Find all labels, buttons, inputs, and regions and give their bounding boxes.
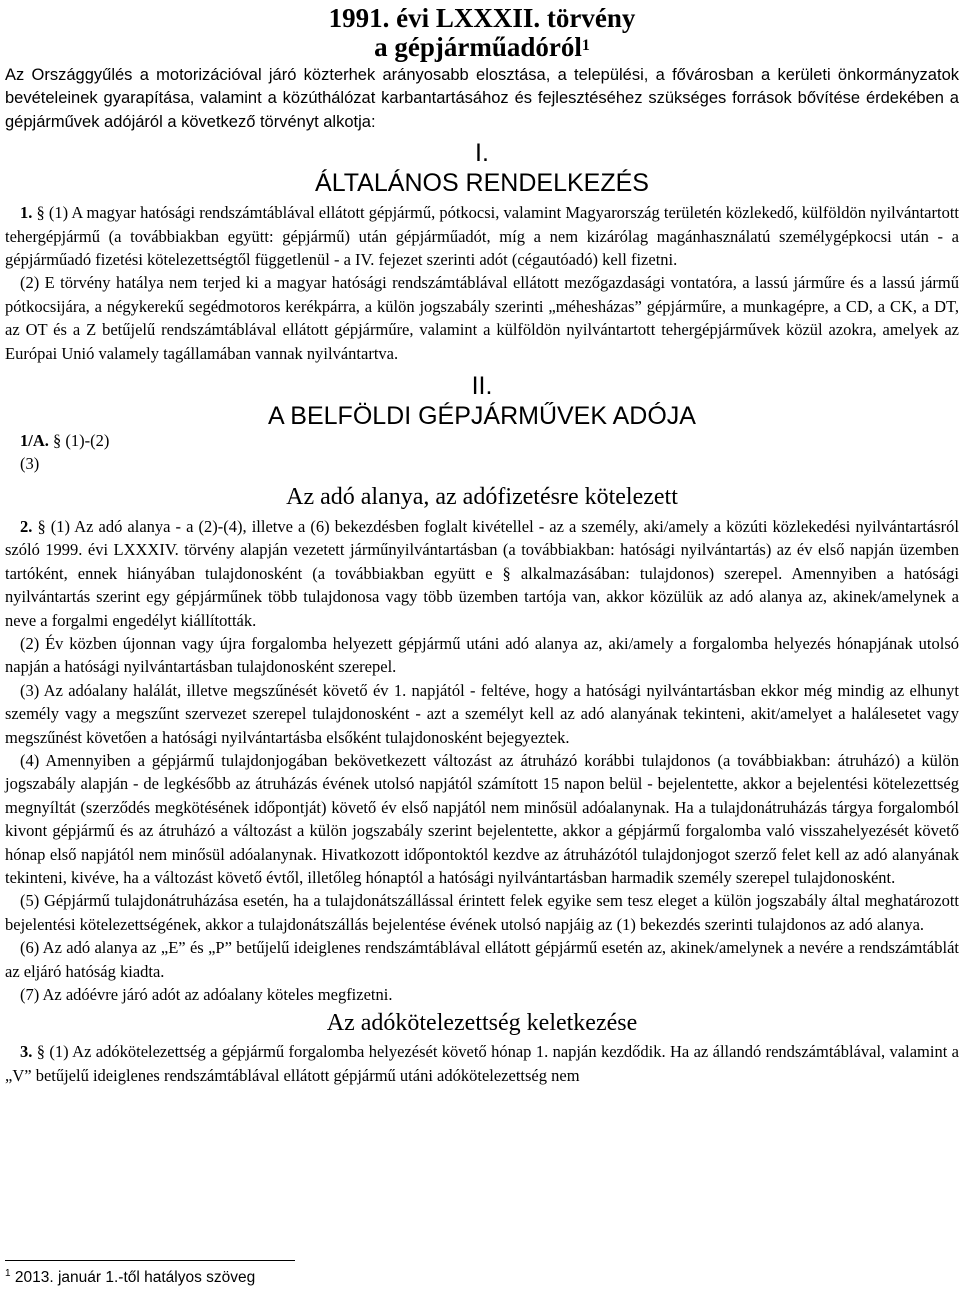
section-3-para-1: 3. § (1) Az adókötelezettség a gépjármű forgalomba helyezését követő hónap 1. napján kezdődik. Ha az állandó rendszámtáblával, valamint a „V” betűjelű ideiglenes rendszámtáblával ellátott gépjármű utáni adókötelezettség nem	[5, 1042, 960, 1085]
section-2-para-2: (2) Év közben újonnan vagy újra forgalomba helyezett gépjármű utáni adó alanya az, aki/amely a forgalomba helyezés hónapjának utolsó napján a hatósági nyilvántartásban tulajdonosként szerepel.	[5, 633, 959, 677]
footnote-number: 1	[5, 1268, 11, 1279]
section-2-para-5: (5) Gépjármű tulajdonátruházása esetén, ha a tulajdonátszállással érintett felek egyike sem tesz eleget a külön jogszabály által meghatározott bejelentési kötelezettségének, akkor a tulajdonátszállás bejelentése évének utolsó napjáig az (1) bekezdés szerinti tulajdonos az adó alanya.	[5, 891, 959, 934]
section-2-para-3: (3) Az adóalany halálát, illetve megszűnését követő év 1. napjától - feltéve, hogy a hatósági nyilvántartásban ekkor még mindig az elhunyt személy vagy a megszűnt szervezet szerepel tulajdonosként - azt a személyt kell az adó alanyának tekinteni, akit/amelyet a halálesetet vagy megszűnést követően a hatósági nyilvántartásba elsőként tulajdonosként bejegyeztek.	[5, 680, 959, 747]
chapter-1-number: I.	[475, 139, 489, 168]
law-title-line2: a gépjárműadóról$^1$	[374, 32, 590, 62]
section-1-number: 1.	[20, 203, 33, 223]
preamble: Az Országgyűlés a motorizációval járó közterhek arányosabb elosztása, a települési, a fővárosban a kerületi önkormányzatok bevételeinek gyarapítása, valamint a közúthálózat karbantartásához és fejlesztéséhez szükséges források bővítése érdekében a gépjárművek adójáról a következő törvényt alkotja:	[5, 66, 959, 131]
subheading-taxpayer: Az adó alanya, az adófizetésre kötelezett	[286, 483, 678, 510]
section-1a-line-1: 1/A. § (1)-(2)	[20, 431, 110, 451]
footnote	[5, 1268, 255, 1287]
chapter-2-number: II.	[471, 372, 493, 401]
section-1-para-1: 1. § (1) A magyar hatósági rendszámtáblával ellátott gépjármű, pótkocsi, valamint Magyarország területén közlekedő, külföldön nyilvántartott tehergépjármű (a továbbiakban együtt: gépjármű) után gépjárműadót, míg a nem kizárólag magánhasználatú személygépkocsi után - a gépjárműadó fizetési kötelezettségtől függetlenül - a IV. fejezet szerinti adót (cégautóadó) kell fizetni.	[5, 203, 959, 270]
subheading-tax-liability: Az adókötelezettség keletkezése	[326, 1010, 638, 1037]
footnote-ref[interactable]: 1	[581, 37, 590, 54]
chapter-2-title: A BELFÖLDI GÉPJÁRMŰVEK ADÓJA	[268, 402, 696, 431]
law-title	[5, 4, 959, 62]
section-2-para-4: (4) Amennyiben a gépjármű tulajdonjogában bekövetkezett változást az átruházó korábbi tulajdonos (a továbbiakban: átruházó) a külön jogszabály alapján - de legkésőbb az átruházás évének utolsó napjától számított 15 napon belül - bejelentette, akkor a bejelentési kötelezettség megnyíltát (szerződés megkötésének időpontját) követő év első napjától nem minősül adóalanynak. Ha a tulajdonátruházás tárgya forgalomból kivont gépjármű és az átruházó a változást a külön jogszabály szerint bejelentette, akkor a gépjármű forgalomba való visszahelyezését követő hónap első napjától nem minősül adóalanynak. Hivatkozott időpontoktól kezdve az átruházótól tulajdonjogot szerző felet kell az adó alanyának tekinteni, kivéve, ha a változást követő évtől, illetőleg hónaptól a hatósági nyilvántartásban harmadik személy szerepel tulajdonosként.	[5, 750, 959, 887]
chapter-1-title: ÁLTALÁNOS RENDELKEZÉS	[315, 169, 649, 198]
section-1-para-2: (2) E törvény hatálya nem terjed ki a magyar hatósági rendszámtáblával ellátott mezőgazdasági vontatóra, a lassú járműre és a lassú jármű pótkocsijára, a négykerekű segédmotoros kerékpárra, a külön jogszabály szerinti „méhesházas” gépjárműre, a munkagépre, a CD, a CK, a DT, az OT és a Z betűjelű rendszámtáblával ellátott gépjárműre, valamint a külföldön nyilvántartott tehergépjárművek közül azokra, amelyek az Európai Unió valamely tagállamában vannak nyilvántartva.	[5, 273, 959, 363]
law-title-line1: 1991. évi LXXXII. törvény	[328, 3, 636, 33]
section-2-number: 2.	[20, 516, 33, 536]
document-page	[5, 0, 959, 1087]
section-1a-line-2: (3)	[20, 454, 40, 474]
footnote-text: 2013. január 1.-től hatályos szöveg	[10, 1269, 256, 1287]
section-2-para-7: (7) Az adóévre járó adót az adóalany köteles megfizetni.	[20, 985, 393, 1004]
section-2-para-1: 2. § (1) Az adó alanya - a (2)-(4), illetve a (6) bekezdésben foglalt kivétellel - az a személy, aki/amely a közúti közlekedési nyilvántartásról szóló 1999. évi LXXXIV. törvény alapján vezetett járműnyilvántartásban (a továbbiakban: hatósági nyilvántartás) az év első napján üzemben tartóként, ennek hiányában tulajdonosként (a továbbiakban együtt e § alkalmazásában: tulajdonos) szerepel. Amennyiben a hatósági nyilvántartás szerint egy gépjárműnek több tulajdonosa vagy több üzemben tartója van, akkor közülük az adó alanya az, akinek/amelynek a neve a forgalmi engedélyt kiállították.	[5, 516, 959, 630]
section-2-para-6: (6) Az adó alanya az „E” és „P” betűjelű ideiglenes rendszámtáblával ellátott gépjármű esetén az, akinek/amelynek a nevére a rendszámtáblát az eljáró hatóság kiadta.	[5, 938, 959, 981]
section-1a-number: 1/A.	[20, 431, 49, 451]
section-3-number: 3.	[20, 1042, 33, 1062]
footnote-divider	[5, 1260, 295, 1261]
